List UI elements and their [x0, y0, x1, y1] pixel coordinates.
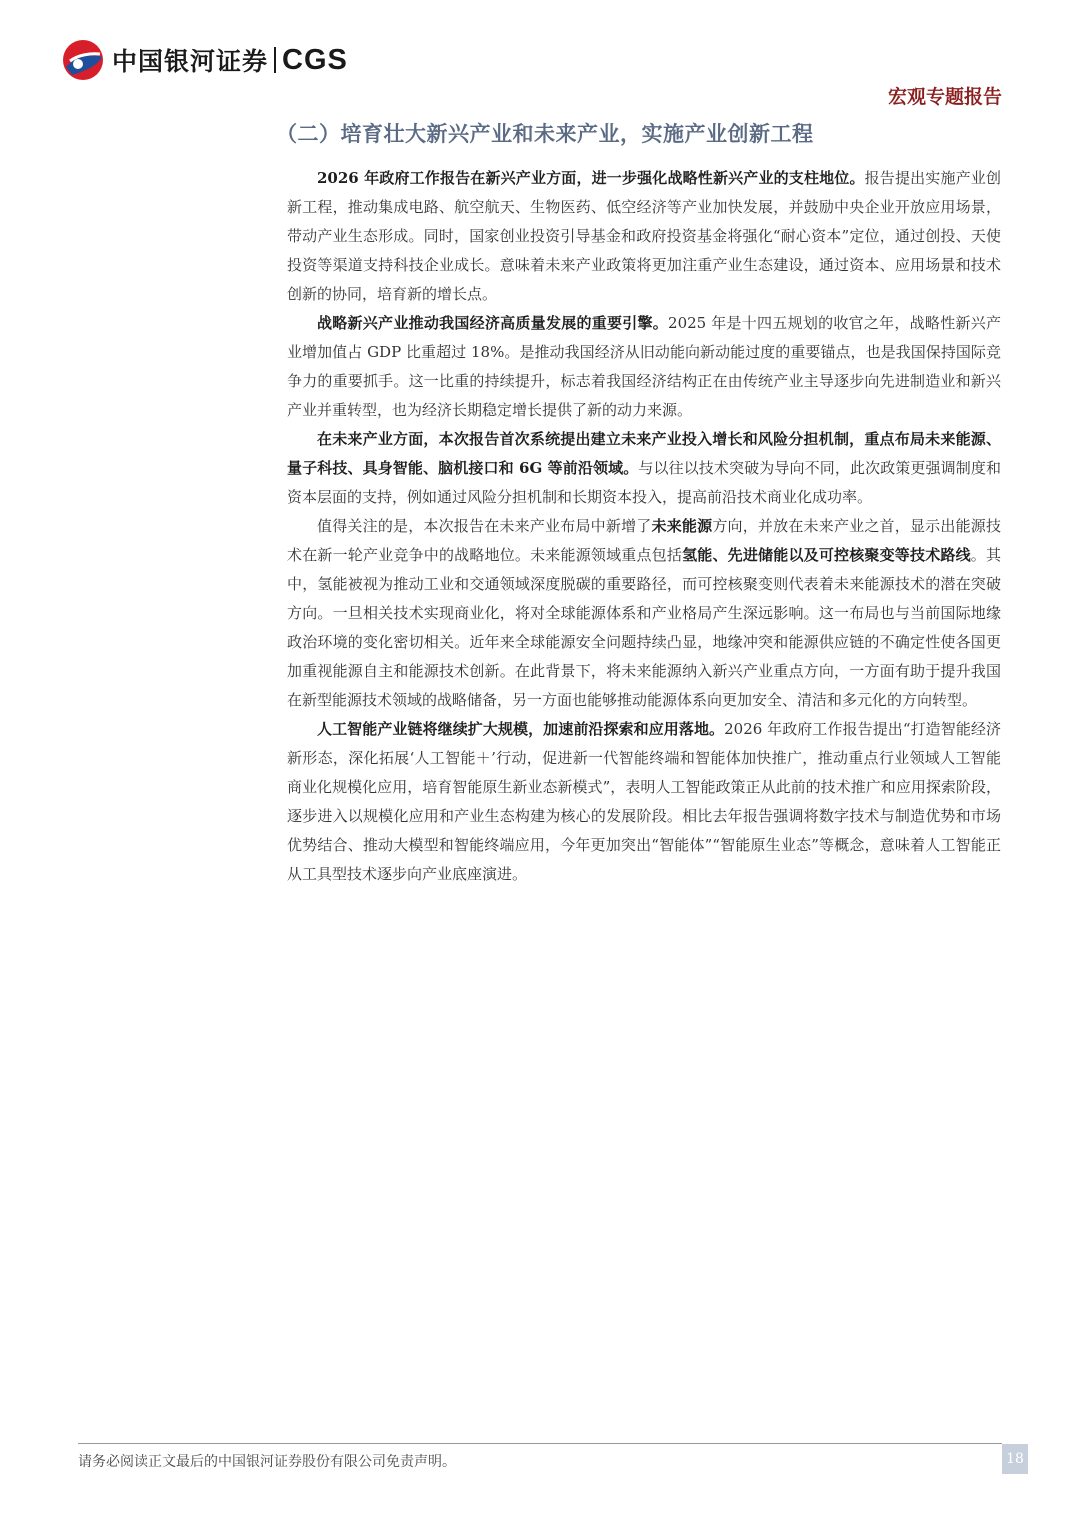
footer-disclaimer: 请务必阅读正文最后的中国银河证券股份有限公司免责声明。	[78, 1454, 456, 1470]
paragraph-4-part-1: 值得关注的是，本次报告在未来产业布局中新增了	[317, 517, 652, 535]
paragraph-4-bold-1: 未来能源	[651, 517, 713, 535]
logo-company-name: 中国银河证券	[112, 47, 269, 76]
section-title: （二）培育壮大新兴产业和未来产业，实施产业创新工程	[276, 121, 814, 146]
cgs-logo-icon	[60, 37, 106, 83]
paragraph-1-body: 报告提出实施产业创新工程，推动集成电路、航空航天、生物医药、低空经济等产业加快发展，并鼓励中央企业开放应用场景，带动产业生态形成。同时，国家创业投资引导基金和政府投资基金将强化“耐心资本”定位，通过创投、天使投资等渠道支持科技企业成长。意味着未来产业政策将更加注重产业生态建设，通过资本、应用场景和技术创新的协同，培育新的增长点。	[287, 169, 1001, 303]
logo-divider	[274, 47, 276, 73]
paragraph-2-body: 2025 年是十四五规划的收官之年，战略性新兴产业增加值占 GDP 比重超过 18%。是推动我国经济从旧动能向新动能过度的重要锚点，也是我国保持国际竞争力的重要抓手。这一比重的持续提升，标志着我国经济结构正在由传统产业主导逐步向先进制造业和新兴产业并重转型，也为经济长期稳定增长提供了新的动力来源。	[287, 314, 1001, 419]
paragraph-4	[287, 512, 1001, 715]
paragraph-1	[287, 164, 1001, 309]
paragraph-2-lead: 战略新兴产业推动我国经济高质量发展的重要引擎。	[317, 314, 669, 332]
footer-divider	[78, 1443, 1002, 1444]
body-text	[287, 164, 1001, 889]
paragraph-4-bold-2: 氢能、先进储能以及可控核聚变等技术路线	[682, 546, 971, 564]
paragraph-5	[287, 715, 1001, 889]
company-logo	[60, 38, 348, 82]
paragraph-5-body: 2026 年政府工作报告提出“打造智能经济新形态，深化拓展‘人工智能＋’行动，促进新一代智能终端和智能体加快推广，推动重点行业领域人工智能商业化规模化应用，培育智能原生新业态新模式”，表明人工智能政策正从此前的技术推广和应用探索阶段，逐步进入以规模化应用和产业生态构建为核心的发展阶段。相比去年报告强调将数字技术与制造优势和市场优势结合、推动大模型和智能终端应用，今年更加突出“智能体”“智能原生业态”等概念，意味着人工智能正从工具型技术逐步向产业底座演进。	[287, 720, 1001, 883]
paragraph-1-lead: 2026 年政府工作报告在新兴产业方面，进一步强化战略性新兴产业的支柱地位。	[317, 169, 865, 187]
paragraph-4-part-2: 方向，并放在未来产业之首，显示出能源技术在新一轮产业竞争中的战略地位。未来能源领域重点包括	[287, 517, 1001, 564]
paragraph-3	[287, 425, 1001, 512]
paragraph-3-body: 与以往以技术突破为导向不同，此次政策更强调制度和资本层面的支持，例如通过风险分担机制和长期资本投入，提高前沿技术商业化成功率。	[287, 459, 1001, 506]
report-type-label: 宏观专题报告	[887, 86, 1002, 108]
paragraph-5-lead: 人工智能产业链将继续扩大规模，加速前沿探索和应用落地。	[317, 720, 725, 738]
paragraph-4-part-3: 。其中，氢能被视为推动工业和交通领域深度脱碳的重要路径，而可控核聚变则代表着未来能源技术的潜在突破方向。一旦相关技术实现商业化，将对全球能源体系和产业格局产生深远影响。这一布局也与当前国际地缘政治环境的变化密切相关。近年来全球能源安全问题持续凸显，地缘冲突和能源供应链的不确定性使各国更加重视能源自主和能源技术创新。在此背景下，将未来能源纳入新兴产业重点方向，一方面有助于提升我国在新型能源技术领域的战略储备，另一方面也能够推动能源体系向更加安全、清洁和多元化的方向转型。	[287, 546, 1001, 709]
page-number: 18	[1002, 1444, 1028, 1474]
paragraph-3-lead: 在未来产业方面，本次报告首次系统提出建立未来产业投入增长和风险分担机制，重点布局未来能源、量子科技、具身智能、脑机接口和 6G 等前沿领域。	[287, 430, 1001, 477]
logo-abbreviation: CGS	[282, 43, 348, 76]
paragraph-2	[287, 309, 1001, 425]
